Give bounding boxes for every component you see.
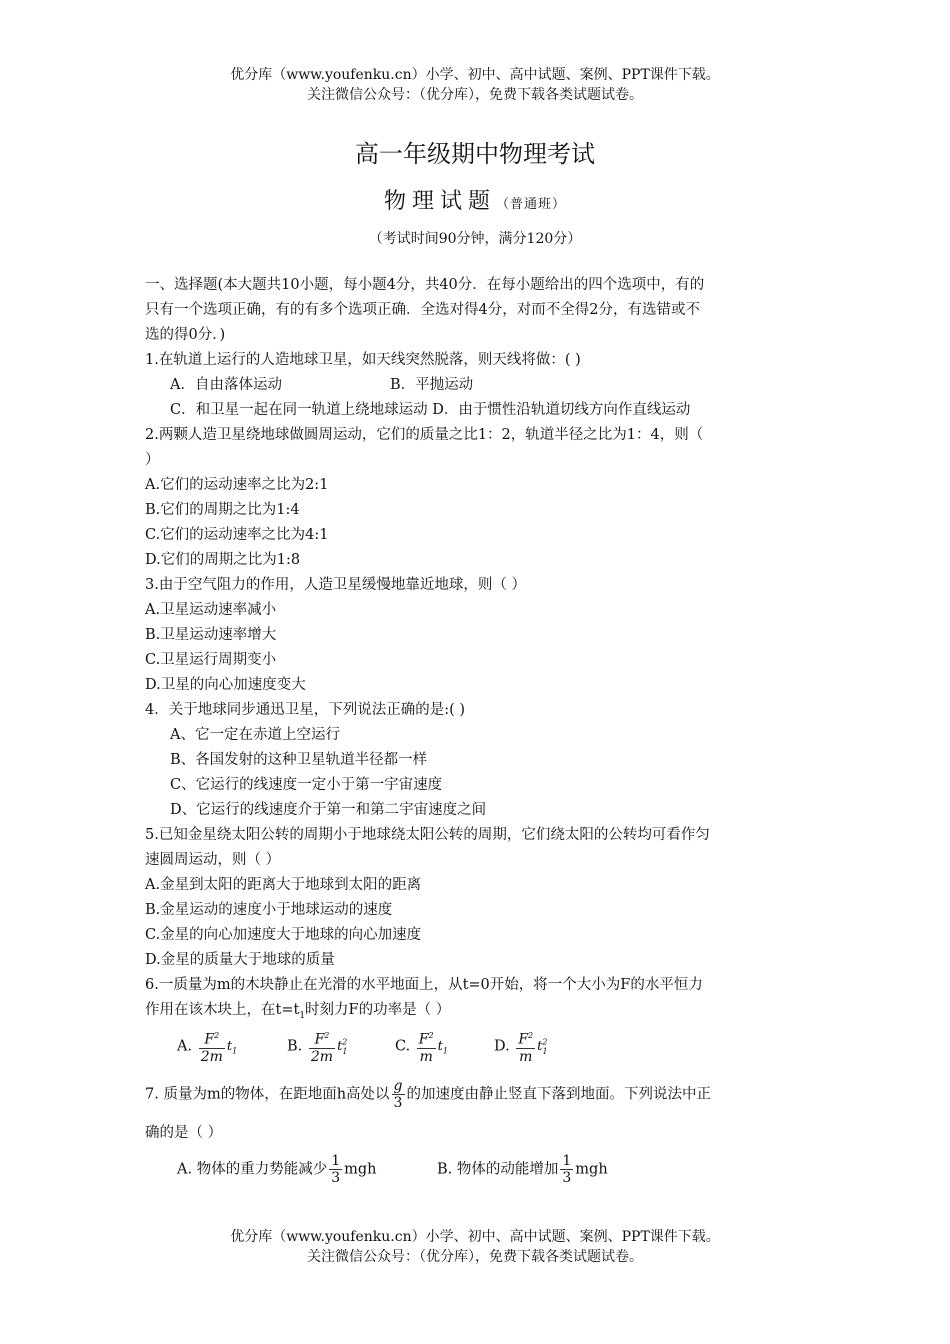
exam-title: 高一年级期中物理考试: [355, 140, 595, 168]
q3-stem: 3.由于空气阻力的作用，人造卫星缓慢地靠近地球，则（ ）: [145, 577, 526, 593]
q6-option-c-fraction: [417, 1028, 436, 1065]
q6-option-c-den: m: [419, 1048, 433, 1065]
q6-option-d: [494, 1028, 548, 1065]
q6-option-b: [287, 1028, 347, 1065]
q6-option-c-num: F: [418, 1031, 429, 1048]
exam-subtitle: [0, 184, 950, 215]
q7-stem-pre: 7. 质量为m的物体，在距地面h高处以: [145, 1086, 390, 1103]
q6-option-c: [395, 1028, 448, 1065]
q6-option-c-t: t: [437, 1039, 443, 1055]
q6-option-d-num: F: [518, 1031, 529, 1048]
q4-option-a: A、它一定在赤道上空运行: [170, 727, 340, 743]
section-intro-3: 选的得0分．): [145, 327, 226, 343]
q7-option-b: [437, 1153, 608, 1186]
q6-option-a-fraction: [199, 1028, 225, 1065]
q6-option-b-label: B.: [287, 1038, 303, 1055]
q6-option-d-den: m: [519, 1048, 533, 1065]
q6-option-c-label: C.: [395, 1038, 411, 1055]
subtitle-note: （普通班）: [496, 197, 567, 212]
q6-option-d-time: [537, 1039, 547, 1054]
q6-stem-2-sub: 1: [299, 1010, 306, 1021]
q6-stem-2-post: 时刻力F的功率是（ ）: [305, 1002, 451, 1018]
q7-option-a-fraction: [329, 1153, 342, 1186]
section-intro-1: 一、选择题(本大题共10小题，每小题4分，共40分．在每小题给出的四个选项中，有的: [145, 277, 705, 293]
site-header-line-1: 优分库（www.youfenku.cn）小学、初中、高中试题、案例、PPT课件下载。: [230, 67, 720, 83]
q6-option-c-t-sub: 1: [442, 1046, 448, 1056]
q1-stem: 1.在轨道上运行的人造地球卫星，如天线突然脱落，则天线将做：( ): [145, 352, 581, 368]
q6-option-b-den: 2m: [310, 1048, 334, 1065]
q6-option-a-t: t: [226, 1039, 233, 1055]
q7-stem: [145, 1078, 711, 1111]
q2-option-d: D.它们的周期之比为1:8: [145, 552, 301, 568]
q7-option-b-mgh: mgh: [575, 1161, 608, 1178]
q5-stem-2: 速圆周运动，则（ ）: [145, 852, 281, 868]
q7-option-b-fraction: [560, 1153, 573, 1186]
q5-stem-1: 5.已知金星绕太阳公转的周期小于地球绕太阳公转的周期，它们绕太阳的公转均可看作匀: [145, 827, 710, 843]
q7-option-b-text: B. 物体的动能增加: [437, 1161, 559, 1178]
q7-g-den: 3: [393, 1095, 403, 1111]
q6-stem-1: 6.一质量为m的木块静止在光滑的水平地面上，从t=0开始，将一个大小为F的水平恒力: [145, 977, 703, 993]
q6-option-b-fraction: [309, 1028, 335, 1065]
q2-stem-2: ）: [145, 452, 160, 468]
q1-option-b: B．平抛运动: [390, 377, 474, 393]
q7-option-b-den: 3: [562, 1170, 572, 1186]
q5-option-b: B.金星运动的速度小于地球运动的速度: [145, 902, 393, 918]
q7-g-num: g: [393, 1078, 403, 1094]
subtitle-text: 物理试题: [383, 189, 496, 214]
q1-option-a: A．自由落体运动: [170, 377, 282, 393]
q4-option-b: B、各国发射的这种卫星轨道半径都一样: [170, 752, 428, 768]
q4-option-d: D、它运行的线速度介于第一和第二宇宙速度之间: [170, 802, 487, 818]
q6-option-a-time: [227, 1039, 237, 1054]
q6-option-d-fraction: [516, 1028, 535, 1065]
q6-option-a-num: F: [204, 1031, 215, 1048]
q6-option-d-t: t: [537, 1039, 543, 1055]
q6-option-a-t-sub: 1: [232, 1046, 238, 1056]
q3-option-b: B.卫星运动速率增大: [145, 627, 277, 643]
q6-option-d-t-exp: 2: [542, 1038, 548, 1047]
q6-option-a-den: 2m: [200, 1048, 223, 1065]
q2-option-c: C.它们的运动速率之比为4:1: [145, 527, 329, 543]
q5-option-c: C.金星的向心加速度大于地球的向心加速度: [145, 927, 422, 943]
q5-option-a: A.金星到太阳的距离大于地球到太阳的距离: [145, 877, 422, 893]
q6-stem-2-pre: 作用在该木块上，在t=t: [145, 1002, 300, 1018]
q6-option-b-t-exp: 2: [342, 1038, 348, 1047]
q6-stem-2: [145, 1000, 450, 1026]
q6-option-d-label: D.: [494, 1038, 510, 1055]
q6-option-a: [177, 1028, 237, 1065]
q6-option-a-exp: 2: [214, 1031, 220, 1040]
q7-stem-post: 的加速度由静止竖直下落到地面。下列说法中正: [406, 1086, 711, 1103]
q4-stem: 4．关于地球同步通迅卫星，下列说法正确的是:( ): [145, 702, 466, 718]
q2-option-b: B.它们的周期之比为1:4: [145, 502, 300, 518]
exam-time-info: （考试时间90分钟，满分120分）: [368, 231, 582, 247]
q7-option-a-text: A. 物体的重力势能减少: [177, 1161, 328, 1178]
site-footer-line-1: 优分库（www.youfenku.cn）小学、初中、高中试题、案例、PPT课件下载。: [230, 1229, 720, 1245]
q3-option-d: D.卫星的向心加速度变大: [145, 677, 306, 693]
q6-option-b-time: [337, 1039, 347, 1054]
q6-option-d-exp: 2: [528, 1031, 534, 1040]
q7-option-b-num: 1: [562, 1153, 572, 1169]
site-header-line-2: 关注微信公众号：（优分库），免费下载各类试题试卷。: [307, 87, 643, 103]
q4-option-c: C、它运行的线速度一定小于第一宇宙速度: [170, 777, 443, 793]
q6-option-b-num: F: [314, 1031, 325, 1048]
site-footer-line-2: 关注微信公众号：（优分库），免费下载各类试题试卷。: [307, 1249, 643, 1265]
q7-option-a-num: 1: [331, 1153, 341, 1169]
q7-g-fraction: [392, 1078, 405, 1111]
q3-option-c: C.卫星运行周期变小: [145, 652, 277, 668]
q3-option-a: A.卫星运动速率减小: [145, 602, 277, 618]
q5-option-d: D.金星的质量大于地球的质量: [145, 952, 335, 968]
q7-option-a-den: 3: [331, 1170, 341, 1186]
q7-option-a: [177, 1153, 377, 1186]
q1-option-cd: C．和卫星一起在同一轨道上绕地球运动 D．由于惯性沿轨道切线方向作直线运动: [170, 402, 691, 418]
q2-option-a: A.它们的运动速率之比为2:1: [145, 477, 329, 493]
q6-option-d-t-sub: 1: [542, 1046, 548, 1056]
q6-option-c-time: [438, 1039, 448, 1054]
q2-stem-1: 2.两颗人造卫星绕地球做圆周运动，它们的质量之比1：2，轨道半径之比为1：4，则（: [145, 427, 704, 443]
q6-option-b-t-sub: 1: [342, 1046, 348, 1056]
q6-option-a-label: A.: [177, 1038, 193, 1055]
section-intro-2: 只有一个选项正确，有的有多个选项正确．全选对得4分，对而不全得2分，有选错或不: [145, 302, 700, 318]
q7-stem-2: 确的是（ ）: [145, 1125, 223, 1141]
q6-option-b-exp: 2: [324, 1031, 330, 1040]
q6-option-c-exp: 2: [428, 1031, 434, 1040]
q7-option-a-mgh: mgh: [344, 1161, 377, 1178]
q6-option-b-t: t: [337, 1039, 343, 1055]
